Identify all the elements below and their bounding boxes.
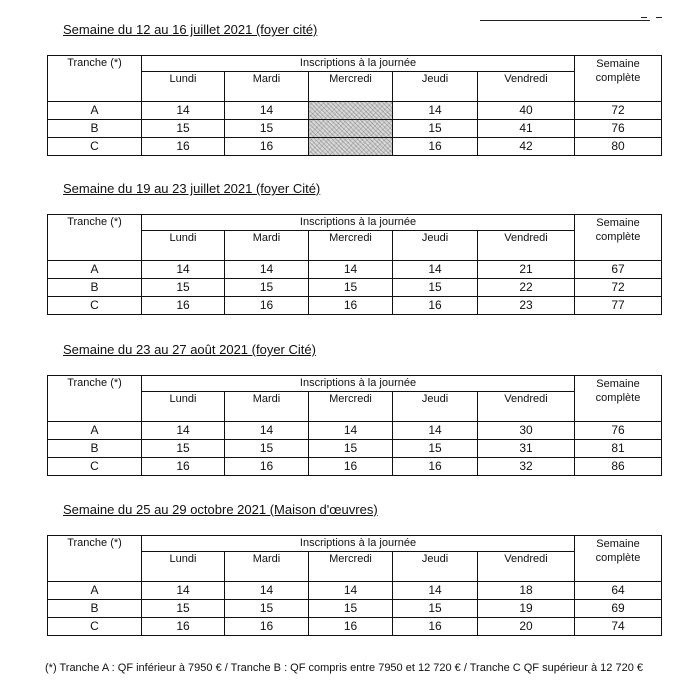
cell-lundi: 15 [142,440,225,458]
cell-tranche: A [48,582,142,600]
cell-lundi: 16 [142,618,225,636]
cell-semaine: 77 [575,297,662,315]
tariff-table [47,214,662,315]
table-row [48,582,662,600]
cell-mardi: 16 [225,618,309,636]
table-row [48,261,662,279]
header-day: Mardi [225,231,309,261]
header-semaine-complete: Semaine complète [575,56,662,102]
cell-mardi: 14 [225,422,309,440]
cell-tranche: A [48,102,142,120]
header-day: Mercredi [309,392,393,422]
cell-vendredi: 20 [478,618,575,636]
cell-mardi: 16 [225,138,309,156]
cell-semaine: 67 [575,261,662,279]
cell-jeudi: 15 [393,600,478,618]
cell-tranche: B [48,600,142,618]
cell-mardi: 16 [225,458,309,476]
cell-lundi: 16 [142,297,225,315]
cell-mercredi: 15 [309,440,393,458]
cell-semaine: 72 [575,102,662,120]
cell-tranche: A [48,422,142,440]
header-day: Vendredi [478,231,575,261]
cell-tranche: C [48,618,142,636]
cell-jeudi: 15 [393,120,478,138]
top-rule-line [480,20,650,21]
cell-jeudi: 14 [393,102,478,120]
cell-lundi: 14 [142,582,225,600]
cell-semaine: 76 [575,120,662,138]
top-dash-mark [656,17,662,18]
cell-mercredi: 15 [309,279,393,297]
cell-semaine: 69 [575,600,662,618]
cell-mercredi: 14 [309,422,393,440]
cell-semaine: 80 [575,138,662,156]
header-day: Vendredi [478,72,575,102]
header-semaine-complete: Semaine complète [575,376,662,422]
cell-vendredi: 40 [478,102,575,120]
cell-mardi: 14 [225,261,309,279]
header-tranche: Tranche (*) [48,376,142,422]
cell-semaine: 72 [575,279,662,297]
cell-tranche: C [48,458,142,476]
cell-vendredi: 23 [478,297,575,315]
table-row [48,279,662,297]
cell-mercredi: 15 [309,600,393,618]
tariff-table [47,535,662,636]
cell-vendredi: 21 [478,261,575,279]
cell-vendredi: 22 [478,279,575,297]
table-row [48,102,662,120]
cell-vendredi: 19 [478,600,575,618]
header-tranche: Tranche (*) [48,536,142,582]
week-title: Semaine du 23 au 27 août 2021 (foyer Cité) [63,342,316,357]
cell-jeudi: 16 [393,618,478,636]
week-title: Semaine du 12 au 16 juillet 2021 (foyer cité) [63,22,318,37]
cell-mercredi [309,102,393,120]
cell-lundi: 16 [142,458,225,476]
cell-mardi: 16 [225,297,309,315]
cell-jeudi: 14 [393,422,478,440]
top-dash-mark [641,17,647,18]
cell-mercredi: 16 [309,297,393,315]
cell-jeudi: 16 [393,297,478,315]
footnote: (*) Tranche A : QF inférieur à 7950 € / Tranche B : QF compris entre 7950 et 12 720 € / Tranche C QF supérieur à 12 720 € [45,662,643,674]
header-day: Mardi [225,552,309,582]
header-semaine-complete: Semaine complète [575,536,662,582]
week-title: Semaine du 25 au 29 octobre 2021 (Maison d'œuvres) [63,502,378,517]
cell-jeudi: 15 [393,279,478,297]
tariff-table [47,375,662,476]
table-row [48,120,662,138]
header-day: Jeudi [393,231,478,261]
header-semaine-complete: Semaine complète [575,215,662,261]
cell-lundi: 15 [142,279,225,297]
header-day: Vendredi [478,552,575,582]
cell-semaine: 76 [575,422,662,440]
cell-mardi: 14 [225,102,309,120]
header-tranche: Tranche (*) [48,215,142,261]
header-day: Mercredi [309,72,393,102]
cell-mardi: 15 [225,279,309,297]
header-tranche: Tranche (*) [48,56,142,102]
cell-mardi: 15 [225,120,309,138]
header-day: Vendredi [478,392,575,422]
cell-lundi: 16 [142,138,225,156]
week-title: Semaine du 19 au 23 juillet 2021 (foyer Cité) [63,181,321,196]
cell-tranche: B [48,279,142,297]
cell-jeudi: 16 [393,138,478,156]
header-day: Lundi [142,231,225,261]
table-row [48,297,662,315]
table-row [48,422,662,440]
cell-lundi: 14 [142,102,225,120]
header-day: Lundi [142,392,225,422]
cell-mardi: 15 [225,440,309,458]
cell-vendredi: 30 [478,422,575,440]
header-day: Mardi [225,72,309,102]
header-day: Lundi [142,552,225,582]
cell-vendredi: 18 [478,582,575,600]
cell-vendredi: 32 [478,458,575,476]
cell-semaine: 86 [575,458,662,476]
header-inscriptions: Inscriptions à la journée [142,536,575,552]
cell-jeudi: 14 [393,261,478,279]
cell-mercredi: 14 [309,261,393,279]
header-day: Jeudi [393,552,478,582]
cell-lundi: 15 [142,120,225,138]
cell-lundi: 14 [142,261,225,279]
cell-mercredi [309,120,393,138]
cell-mercredi [309,138,393,156]
header-day: Mercredi [309,231,393,261]
cell-mercredi: 16 [309,458,393,476]
header-day: Jeudi [393,72,478,102]
tariff-table [47,55,662,156]
cell-semaine: 64 [575,582,662,600]
header-inscriptions: Inscriptions à la journée [142,215,575,231]
cell-tranche: C [48,138,142,156]
header-inscriptions: Inscriptions à la journée [142,56,575,72]
cell-vendredi: 31 [478,440,575,458]
table-row [48,600,662,618]
cell-tranche: C [48,297,142,315]
header-inscriptions: Inscriptions à la journée [142,376,575,392]
cell-jeudi: 15 [393,440,478,458]
table-row [48,138,662,156]
cell-mardi: 14 [225,582,309,600]
header-day: Mercredi [309,552,393,582]
cell-jeudi: 14 [393,582,478,600]
header-day: Mardi [225,392,309,422]
cell-vendredi: 41 [478,120,575,138]
cell-jeudi: 16 [393,458,478,476]
table-row [48,618,662,636]
cell-mercredi: 14 [309,582,393,600]
table-row [48,440,662,458]
cell-semaine: 81 [575,440,662,458]
cell-semaine: 74 [575,618,662,636]
cell-tranche: A [48,261,142,279]
cell-tranche: B [48,120,142,138]
cell-lundi: 14 [142,422,225,440]
cell-mardi: 15 [225,600,309,618]
cell-tranche: B [48,440,142,458]
table-row [48,458,662,476]
cell-lundi: 15 [142,600,225,618]
cell-mercredi: 16 [309,618,393,636]
cell-vendredi: 42 [478,138,575,156]
header-day: Jeudi [393,392,478,422]
header-day: Lundi [142,72,225,102]
